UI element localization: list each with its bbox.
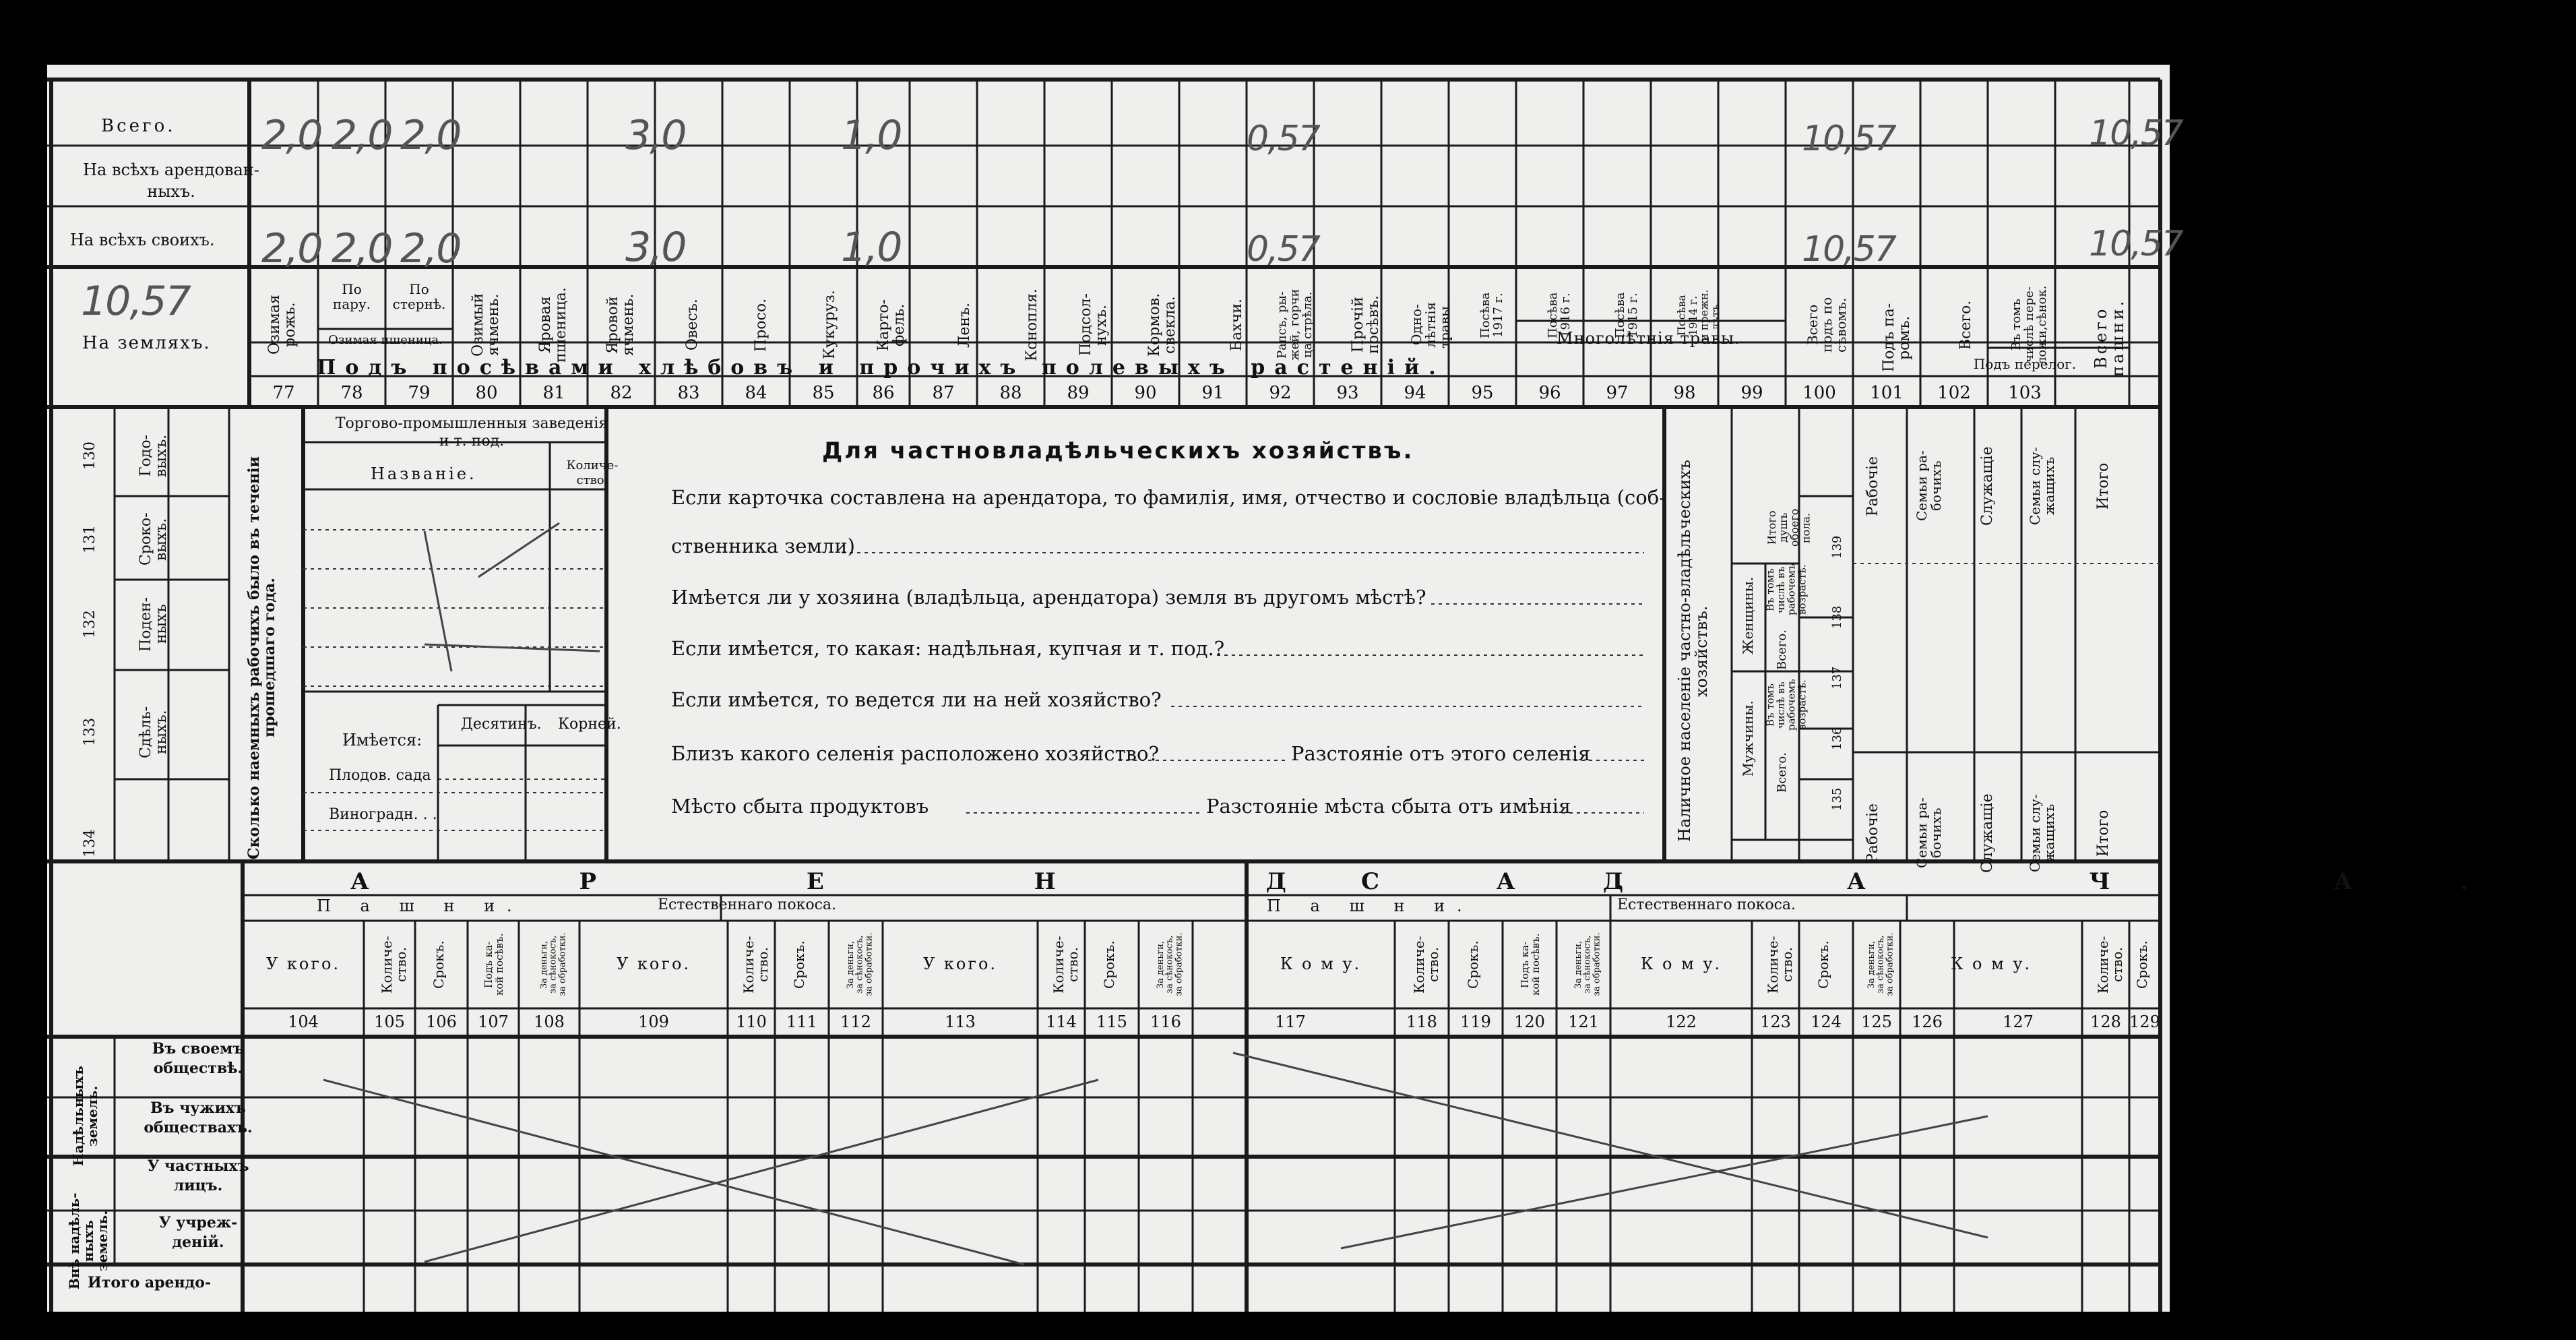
num-132: 132 — [82, 610, 98, 638]
arenda-head-za_dengi-8: За деньги, за сѣнокосъ, за обработки. — [846, 932, 875, 997]
arenda-head-komu-18: К о м у. — [1640, 954, 1722, 973]
private-q2: Имѣется ли у хозяина (владѣльца, арендатора) земля въ другомъ мѣстѣ? — [671, 586, 1426, 609]
sdacha-pokos: Естественнаго покоса. — [1617, 896, 1796, 913]
pop-zhenshchiny: Женщины. — [1740, 576, 1756, 654]
col-num-94: 94 — [1404, 383, 1426, 403]
hw-svoikh-77: 2,0 — [261, 225, 322, 272]
hw-svoikh-85: 1,0 — [841, 224, 902, 271]
arenda-num-123: 123 — [1760, 1012, 1791, 1031]
pop-rabochie-top: Рабочiе — [1864, 456, 1881, 516]
hdr-pod-perelog: Подъ перелог. — [1973, 356, 2077, 372]
arenda-pashni: П а ш н и. — [317, 896, 524, 915]
trade-sad: Плодов. сада . — [329, 767, 441, 784]
num-136: 136 — [1830, 727, 1844, 751]
hdr-ozimaya-rozh: Озимая рожь. — [266, 295, 299, 355]
sdacha-pashni: П а ш н и. — [1267, 896, 1474, 915]
num-134: 134 — [82, 829, 98, 857]
arenda-num-121: 121 — [1568, 1012, 1599, 1031]
hdr-konoplya: Конопля. — [1024, 288, 1040, 361]
arenda-head-u_kogo-9: У кого. — [922, 954, 998, 973]
hdr-prochiy: Прочiй посѣвъ. — [1350, 295, 1383, 355]
arenda-head-kolichestvo-1: Количе- ство. — [379, 936, 409, 994]
hw-vsego-103: 10,57 — [2089, 113, 2182, 154]
hw-vsego-79: 2,0 — [400, 112, 461, 159]
hdr-podsolnukh: Подсол- нухъ. — [1077, 293, 1110, 357]
pop-sluzhashchie-bottom: Служащiе — [1979, 793, 1996, 873]
hdr-ozimaya-pshenitsa: Озимая пшеница. — [328, 333, 443, 347]
trade-kolichestvo: Количе- ство. — [566, 458, 619, 487]
arenda-head-za_dengi-4: За деньги, за сѣнокосъ, за обработки. — [539, 932, 568, 997]
col-num-95: 95 — [1471, 383, 1494, 403]
hdr-yarovoy-yachmen: Яровой ячмень. — [604, 293, 637, 357]
arenda-num-110: 110 — [736, 1012, 767, 1031]
private-q4: Если имѣется, то ведется ли на ней хозяйство? — [671, 688, 1162, 711]
arenda-head-srok-20: Срокъ. — [1815, 940, 1831, 989]
col-num-92: 92 — [1269, 383, 1292, 403]
col-num-101: 101 — [1870, 383, 1904, 403]
banner-sdacha: С Д А Ч А. — [1361, 868, 2576, 895]
hdr-poseva-1917: Посѣва 1917 г. — [1478, 292, 1505, 339]
arenda-head-pod_posev-16: Подъ ка- кой посѣвъ. — [1519, 933, 1542, 996]
pop-vsego-m: Всего. — [1775, 752, 1789, 793]
row-u-chastnykh: У частныхъ лицъ. — [147, 1157, 249, 1194]
col-num-84: 84 — [745, 383, 767, 403]
col-num-90: 90 — [1134, 383, 1157, 403]
pop-semi-rabochikh-bottom: Семьи ра- бочихъ — [1914, 797, 1944, 869]
hdr-poseva-1915: Посѣва 1915 г. — [1613, 292, 1640, 339]
arenda-num-128: 128 — [2090, 1012, 2121, 1031]
hdr-ozimy-yachmen: Озимый ячмень. — [470, 293, 503, 357]
col-num-81: 81 — [542, 383, 565, 403]
trade-nazvanie: Названiе. — [371, 464, 477, 483]
row-u-uchrezhdeniy: У учреж- денiй. — [158, 1214, 238, 1251]
hw-vsego-77: 2,0 — [261, 112, 322, 159]
arenda-head-komu-13: К о м у. — [1280, 954, 1362, 973]
arenda-head-srok-7: Срокъ. — [791, 940, 807, 989]
arenda-num-111: 111 — [786, 1012, 817, 1031]
arenda-num-109: 109 — [638, 1012, 669, 1031]
pop-rab-vozrast-f: Въ томъ числѣ въ рабочемъ возрастѣ. — [1764, 564, 1809, 616]
trade-title: Торгово-промышленныя заведенiя и т. под. — [335, 415, 608, 450]
num-138: 138 — [1830, 605, 1844, 630]
pop-itogo-top: Итого — [2095, 462, 2112, 510]
col-num-91: 91 — [1201, 383, 1224, 403]
arenda-head-pod_posev-3: Подъ ка- кой посѣвъ. — [482, 933, 505, 996]
pencil-strike-mark — [323, 1080, 1024, 1265]
arenda-head-za_dengi-21: За деньги, за сѣнокосъ, за обработки. — [1866, 932, 1895, 997]
arenda-num-117: 117 — [1275, 1012, 1306, 1031]
row-vne-nadelnykh: Внѣ надѣль- ныхъ земель. — [66, 1192, 111, 1289]
private-q1b: ственника земли) — [671, 535, 855, 557]
hdr-mnogoletnie: Многолѣтнiя травы. — [1557, 329, 1740, 348]
arenda-head-za_dengi-12: За деньги, за сѣнокосъ, за обработки. — [1156, 932, 1185, 997]
pop-semi-sluzh-bottom: Семьи слу- жащихъ — [2027, 794, 2057, 872]
col-num-87: 87 — [932, 383, 955, 403]
col-num-80: 80 — [475, 383, 498, 403]
arenda-head-kolichestvo-23: Количе- ство. — [2095, 936, 2125, 994]
pencil-strike-mark — [425, 531, 451, 671]
hdr-bakhchi: Бахчи. — [1228, 299, 1245, 351]
trade-desyatin: Десятинъ. — [461, 716, 542, 733]
pop-semi-sluzh-top: Семьи слу- жащихъ — [2027, 447, 2057, 525]
arenda-num-120: 120 — [1514, 1012, 1545, 1031]
arenda-num-112: 112 — [840, 1012, 871, 1031]
hdr-pod-parom: Подъ па- ромъ. — [1881, 303, 1914, 373]
col-num-100: 100 — [1802, 383, 1836, 403]
hw-vsego-85: 1,0 — [841, 112, 902, 159]
hw-svoikh-99: 10,57 — [1802, 229, 1895, 270]
arenda-num-118: 118 — [1406, 1012, 1437, 1031]
num-130: 130 — [82, 441, 98, 470]
col-num-78: 78 — [340, 383, 363, 403]
hdr-yarovaya-pshenitsa: Яровая пшеница. — [537, 287, 570, 363]
col-num-88: 88 — [999, 383, 1022, 403]
row-label-arend: На всѣхъ арендован- — [83, 160, 259, 179]
private-q5b: Разстоянiе отъ этого селенiя — [1291, 742, 1591, 765]
hw-vsego-91: 0,57 — [1247, 119, 1319, 159]
trade-imeetsya: Имѣется: — [342, 731, 422, 750]
hw-vsego-99: 10,57 — [1802, 119, 1895, 159]
col-num-103: 103 — [2008, 383, 2042, 403]
col-num-82: 82 — [610, 383, 633, 403]
private-q3: Если имѣется, то какая: надѣльная, купчая и т. под.? — [671, 637, 1225, 660]
hw-zemlyakh: 10,57 — [81, 278, 190, 325]
arenda-head-kolichestvo-19: Количе- ство. — [1765, 936, 1795, 994]
col-num-98: 98 — [1673, 383, 1696, 403]
arenda-num-106: 106 — [426, 1012, 457, 1031]
col-num-97: 97 — [1606, 383, 1629, 403]
hw-svoikh-79: 2,0 — [400, 225, 461, 272]
col-num-79: 79 — [408, 383, 431, 403]
row-label-svoikh: На всѣхъ своихъ. — [70, 231, 215, 249]
col-num-99: 99 — [1740, 383, 1763, 403]
hdr-proso: Просо. — [753, 298, 769, 352]
banner-pod-posevami: Подъ посѣвами хлѣбовъ и прочихъ полевыхъ растенiй. — [317, 356, 1445, 379]
col-num-93: 93 — [1336, 383, 1359, 403]
hdr-srochnykh: Сроко- выхъ. — [137, 512, 170, 566]
hdr-oves: Овесъ. — [684, 299, 701, 351]
hdr-sdelnykh: Сдѣль- ныхъ. — [137, 706, 170, 758]
pop-semi-rabochikh-top: Семьи ра- бочихъ — [1914, 450, 1944, 522]
pop-rabochie-bottom: Рабочiе — [1864, 803, 1881, 863]
arenda-head-kolichestvo-6: Количе- ство. — [741, 936, 771, 994]
hdr-kartofel: Карто- фель. — [875, 299, 908, 351]
hdr-kukuruz: Кукуруз. — [821, 290, 838, 360]
pop-main: Наличное населенiе частно-владѣльческихъ хозяйствъ. — [1675, 460, 1711, 843]
pop-muzhchiny: Мужчины. — [1740, 700, 1756, 777]
col-num-86: 86 — [872, 383, 895, 403]
hw-svoikh-91: 0,57 — [1247, 229, 1319, 270]
arenda-head-kolichestvo-14: Количе- ство. — [1411, 936, 1441, 994]
col-num-96: 96 — [1538, 383, 1561, 403]
hdr-vsego-pod-posevom: Всего подъ по сѣвомъ. — [1804, 297, 1849, 353]
arenda-num-107: 107 — [478, 1012, 509, 1031]
arenda-head-srok-11: Срокъ. — [1101, 940, 1117, 989]
pop-rab-vozrast-m: Въ томъ числѣ въ рабочемъ возрастѣ. — [1764, 679, 1809, 731]
row-v-svoem: Въ своемъ обществѣ. — [152, 1040, 245, 1077]
hdr-v-tom-chisle: Въ томъ числѣ пере- ложи,сѣнок. — [2009, 285, 2049, 365]
row-label-na-zemlyakh: На земляхъ. — [82, 333, 211, 353]
hdr-poseva-1916: Посѣва 1916 г. — [1546, 292, 1573, 339]
arenda-head-srok-2: Срокъ. — [431, 940, 447, 989]
num-137: 137 — [1830, 666, 1844, 690]
arenda-head-srok-24: Срокъ. — [2134, 940, 2150, 989]
hdr-podennykh: Поден- ныхъ — [137, 597, 170, 652]
col-num-85: 85 — [812, 383, 835, 403]
arenda-head-srok-15: Срокъ. — [1465, 940, 1481, 989]
private-q1: Если карточка составлена на арендатора, то фамилiя, имя, отчество и сословiе владѣльца (соб- — [671, 486, 1666, 509]
arenda-head-kolichestvo-10: Количе- ство. — [1050, 936, 1081, 994]
arenda-head-komu-22: К о м у. — [1950, 954, 2032, 973]
pop-itogo-dush: Итого душъ обоего пола. — [1765, 508, 1813, 547]
arenda-num-122: 122 — [1666, 1012, 1697, 1031]
row-v-chuzhikh: Въ чужихъ обществахъ. — [144, 1099, 253, 1136]
arenda-num-113: 113 — [945, 1012, 976, 1031]
col-num-83: 83 — [677, 383, 700, 403]
hdr-poseva-1914: Посѣва 1914 г. и прежн. лѣтъ. — [1675, 289, 1722, 342]
row-label-arend2: ныхъ. — [147, 182, 195, 201]
arenda-num-124: 124 — [1811, 1012, 1842, 1031]
hw-vsego-78: 2,0 — [332, 112, 392, 159]
hdr-po-sterne: По стернѣ. — [392, 281, 446, 312]
arenda-num-127: 127 — [2003, 1012, 2034, 1031]
hw-svoikh-82: 3,0 — [625, 224, 686, 271]
hdr-len: Ленъ. — [956, 302, 973, 348]
arenda-num-115: 115 — [1096, 1012, 1127, 1031]
arenda-num-125: 125 — [1861, 1012, 1892, 1031]
pop-sluzhashchie-top: Служащiе — [1979, 446, 1996, 526]
private-q6: Мѣсто сбыта продуктовъ — [671, 795, 929, 818]
arenda-num-129: 129 — [2129, 1012, 2160, 1031]
private-q5: Близъ какого селенiя расположено хозяйство? — [671, 742, 1160, 765]
col-num-89: 89 — [1067, 383, 1090, 403]
arenda-num-119: 119 — [1460, 1012, 1491, 1031]
hdr-vsego-pashni: Всего пашни. — [2092, 298, 2128, 377]
hdr-godovykh: Годо- выхъ. — [137, 434, 170, 477]
num-139: 139 — [1830, 535, 1844, 559]
arenda-num-104: 104 — [288, 1012, 319, 1031]
arenda-num-126: 126 — [1912, 1012, 1943, 1031]
num-133: 133 — [82, 718, 98, 746]
row-itogo-arendo: Итого арендо- — [88, 1274, 212, 1291]
pencil-strike-mark — [1341, 1116, 1988, 1248]
col-num-102: 102 — [1937, 383, 1971, 403]
trade-vinograd: Виноградн. . . — [329, 806, 437, 823]
arenda-num-114: 114 — [1046, 1012, 1077, 1031]
num-135: 135 — [1830, 787, 1844, 812]
arenda-num-108: 108 — [534, 1012, 565, 1031]
pop-itogo-bottom: Итого — [2095, 810, 2112, 857]
col-num-77: 77 — [272, 383, 295, 403]
hdr-kormov-svekla: Кормов. свекла. — [1146, 293, 1179, 357]
arenda-head-u_kogo-0: У кого. — [265, 954, 341, 973]
banner-arenda: А Р Е Н Д А. — [350, 868, 1726, 895]
private-q6b: Разстоянiе мѣста сбыта отъ имѣнiя — [1206, 795, 1571, 818]
row-nadelnykh: Надѣльныхъ земель. — [70, 1066, 100, 1167]
hw-svoikh-78: 2,0 — [332, 225, 392, 272]
arenda-head-u_kogo-5: У кого. — [616, 954, 691, 973]
arenda-head-za_dengi-17: За деньги, за сѣнокосъ, за обработки. — [1573, 932, 1602, 997]
private-title: Для частновладѣльческихъ хозяйствъ. — [822, 437, 1414, 464]
num-131: 131 — [82, 525, 98, 553]
hdr-odnoletnie: Одно- лѣтнiя травы. — [1408, 301, 1453, 348]
hdr-po-paru: По пару. — [332, 281, 371, 312]
arenda-pokos: Естественнаго покоса. — [658, 896, 837, 913]
hdr-raps: Рапсъ, ры- жей, горчи ца стрѣла. — [1275, 288, 1315, 361]
hdr-skolko-rabochikh: Сколько наемныхъ рабочихъ было въ теченiи прошедшаго года. — [245, 456, 279, 859]
row-label-vsego: Всего. — [101, 116, 176, 136]
pop-vsego-f: Всего. — [1775, 630, 1789, 670]
census-card — [47, 65, 2576, 1312]
arenda-num-116: 116 — [1150, 1012, 1181, 1031]
arenda-num-105: 105 — [374, 1012, 405, 1031]
hw-vsego-82: 3,0 — [625, 112, 686, 159]
trade-korney: Корней. — [558, 716, 621, 733]
hw-svoikh-103: 10,57 — [2089, 224, 2182, 264]
pencil-strike-mark — [425, 1080, 1098, 1262]
hdr-vsego2: Всего. — [1957, 300, 1974, 350]
